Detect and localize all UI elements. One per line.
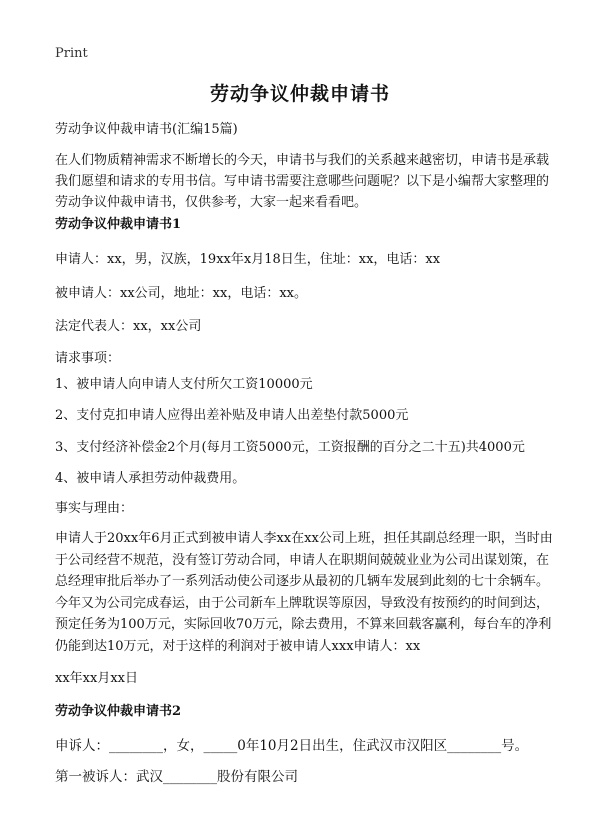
first-respondent-line: 第一被诉人：武汉________股份有限公司 <box>55 769 298 785</box>
request-item: 3、支付经济补偿金2个月(每月工资5000元，工资报酬的百分之二十五)共4000元 <box>55 440 525 455</box>
section-heading-2: 劳动争议仲裁申请书2 <box>55 704 182 719</box>
facts-label: 事实与理由： <box>55 501 134 516</box>
applicant-line: 申请人：xx，男，汉族，19xx年x月18日生，住址：xx，电话：xx <box>55 252 441 267</box>
section-heading-1: 劳动争议仲裁申请书1 <box>55 217 182 232</box>
respondent-line: 被申请人：xx公司，地址：xx，电话：xx。 <box>55 286 307 301</box>
request-item: 1、被申请人向申请人支付所欠工资10000元 <box>55 377 313 392</box>
requests-label: 请求事项： <box>55 351 121 366</box>
intro-paragraph: 在人们物质精神需求不断增长的今天，申请书与我们的关系越来越密切，申请书是承载我们愿望和请求的专用书信。写申请书需要注意哪些问题呢？以下是小编帮大家整理的劳动争议仲裁申请书，仅供参考，大家一起来看看吧。 <box>55 153 550 210</box>
legal-rep-line: 法定代表人：xx，xx公司 <box>55 319 202 334</box>
facts-paragraph: 申请人于20xx年6月正式到被申请人李xx在xx公司上班，担任其副总经理一职，当时由于公司经营不规范，没有签订劳动合同，申请人在职期间兢兢业业为公司出谋划策，在总经理审批后举办了一系列活动使公司逐步从最初的几辆车发展到此刻的七十余辆车。今年又为公司完成春运，由于公司新车上牌耽误等原因，导致没有按预约的时间到达，预定任务为100万元，实际回收70万元，除去费用，不算来回载客赢利，每台车的净利仍能到达10万元，对于这样的利润对于被申请人xxx申请人：xx <box>55 531 553 654</box>
page-title: 劳动争议仲裁申请书 <box>209 83 390 105</box>
request-item: 2、支付克扣申请人应得出差补贴及申请人出差垫付款5000元 <box>55 408 409 423</box>
request-item: 4、被申请人承担劳动仲裁费用。 <box>55 471 246 486</box>
date-line: xx年xx月xx日 <box>55 671 138 686</box>
print-link[interactable]: Print <box>55 46 88 61</box>
document-subtitle: 劳动争议仲裁申请书(汇编15篇) <box>55 122 238 137</box>
appellant-line: 申诉人：________，女，_____0年10月2日出生，住武汉市汉阳区________号。 <box>55 738 529 754</box>
